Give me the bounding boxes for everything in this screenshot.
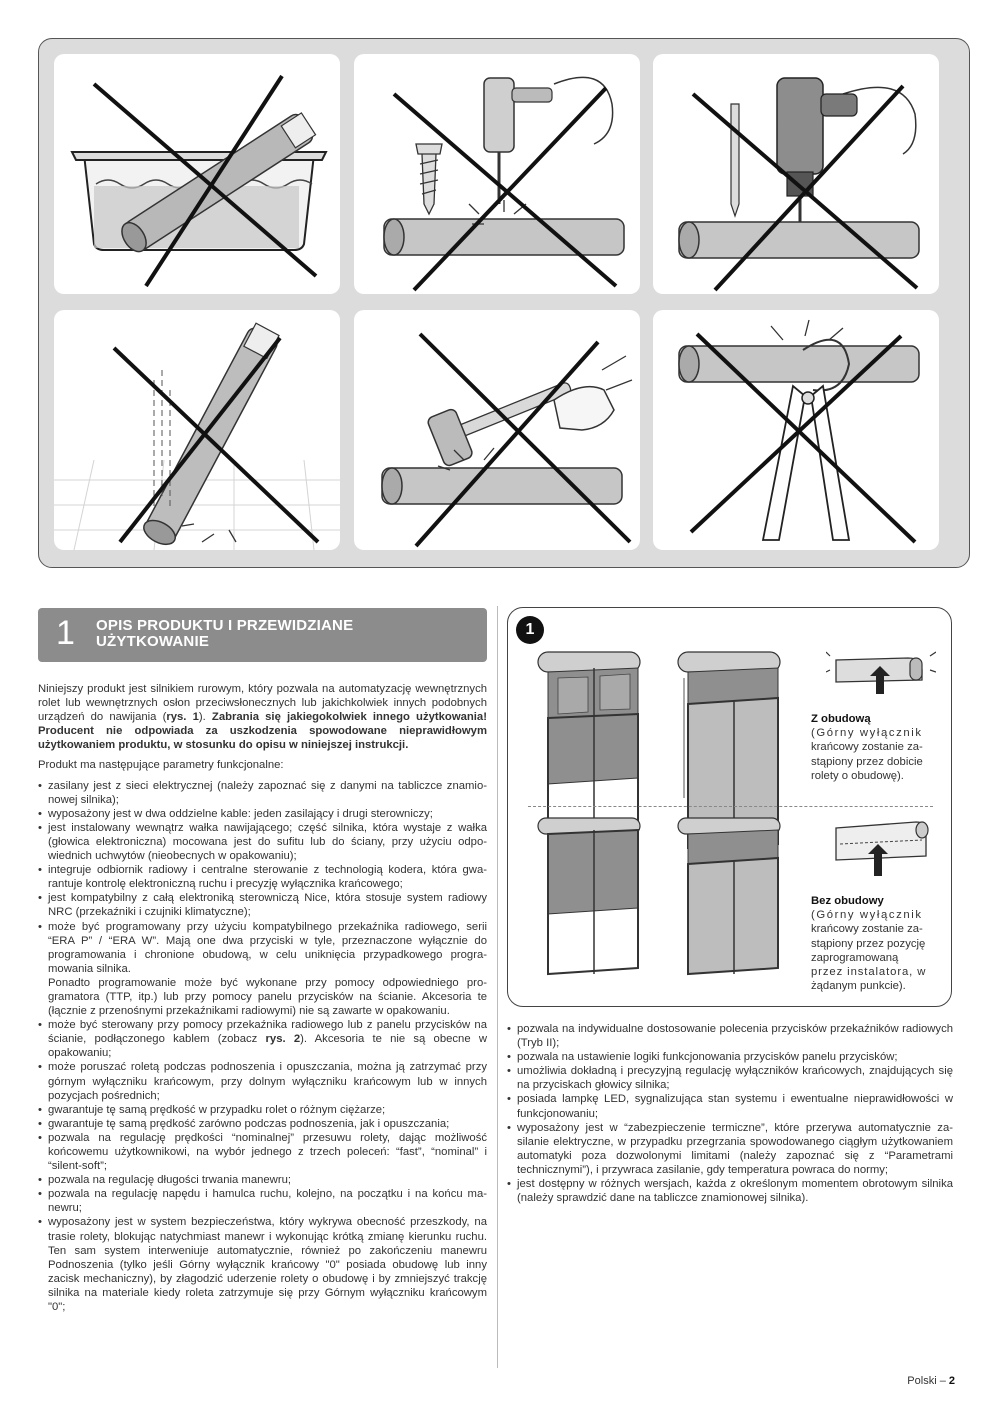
- figure-reference: rys. 1: [166, 711, 199, 724]
- list-item: • może być sterowany przy pomocy przekaźnika radiowego lub z panelu przycisków na ścianie, podłączonego kablem (zobacz rys. 2). Akcesoria te nie są obecne w opakowaniu;: [38, 1018, 487, 1060]
- page-footer: [907, 1375, 955, 1387]
- roller-blind-illustrations: [508, 608, 808, 998]
- detail-without-box-icon: [826, 818, 936, 878]
- list-item: • pozwala na regulację prędkości “nominalnej” przesuwu rolety, dając możliwość końcowemu użytkownikowi, na wybór jednego z trzech poleceń: “fast”, “nominal” i “silent-soft”;: [38, 1131, 487, 1173]
- list-item: • pozwala na indywidualne dostosowanie polecenia przycisków przekaźników radiowych (Tryb II);: [507, 1022, 953, 1050]
- warning-no-hammer-image: [354, 310, 640, 550]
- list-item: • jest dostępny w różnych wersjach, każda z określonym momentem obrotowym silnika (należy sprawdzić dane na tabliczce znamionowej silnika).: [507, 1177, 953, 1205]
- section-title-line1: OPIS PRODUKTU I PRZEWIDZIANE: [96, 617, 354, 634]
- figure-1-box: [507, 607, 952, 1007]
- list-item-subparagraph: Ponadto programowanie może być wykonane przy pomocy odpowiedniego programatora (TTP, itp.) lub przy pomocy panelu przycisków na ścianie. Akcesoria te (łącznie z przenośnymi przekaźnikami radiowymi) nie są zawarte w opakowaniu.: [48, 976, 487, 1018]
- window-without-box-1: [538, 818, 640, 974]
- left-text-column: [38, 682, 487, 1314]
- list-item: • gwarantuje tę samą prędkość w przypadku rolet o różnym ciężarze;: [38, 1103, 487, 1117]
- features-list-continued: [507, 1022, 953, 1205]
- warning-no-drop-image: [54, 310, 340, 550]
- caption-with-box: Z obudową (Górny wyłącznik krańcowy zostanie zastąpiony przez dobicie rolety o obudowę).: [811, 713, 923, 782]
- footer-language: Polski –: [907, 1375, 949, 1387]
- features-list: [38, 779, 487, 1315]
- column-divider: [497, 606, 498, 1368]
- list-item: • integruje odbiornik radiowy i centralne sterowanie z technologią kodera, która gwarantuje kontrolę elektroniczną ruchu i precyzję wyłącznika krańcowego;: [38, 863, 487, 891]
- list-item: • pozwala na ustawienie logiki funkcjonowania przycisków panelu przycisków;: [507, 1050, 953, 1064]
- right-text-column: [507, 1022, 953, 1205]
- intro-paragraph: Niniejszy produkt jest silnikiem rurowym, który pozwala na automatyzację wewnętrznych rolet lub wewnętrznych osłon przeciwsłonecznych lub jakichkolwiek innych podobnych urządzeń do nawijania (rys. 1). Zabrania się jakiegokolwiek innego użytkowania! Producent nie odpowiada za uszkodzenia spowodowane nieprawidłowym użytkowaniem produktu, w stosunku do opisu w niniejszej instrukcji.: [38, 683, 487, 752]
- list-item: • zasilany jest z sieci elektrycznej (należy zapoznać się z danymi na tabliczce znamionowej silnika);: [38, 779, 487, 807]
- figure-divider: [528, 806, 933, 807]
- list-item: • gwarantuje tę samą prędkość zarówno podczas podnoszenia, jak i opuszczania;: [38, 1117, 487, 1131]
- list-item: • wyposażony jest w dwa oddzielne kable: jeden zasilający i drugi sterowniczy;: [38, 807, 487, 821]
- figure-number-badge: 1: [516, 616, 544, 644]
- figure-reference: rys. 2: [265, 1033, 301, 1046]
- section-title: [96, 618, 466, 650]
- section-number: 1: [56, 614, 75, 652]
- list-item: • umożliwia dokładną i precyzyjną regulację wyłączników krańcowych, znajdujących się na przyciskach głowicy silnika;: [507, 1064, 953, 1092]
- page-number: 2: [948, 1375, 955, 1387]
- warning-no-drill-image: [653, 54, 939, 294]
- caption-without-box: Bez obudowy (Górny wyłącznik krańcowy zostanie zastąpiony przez pozycję zaprogramowaną przez instalatora, w żądanym punkcie).: [811, 895, 927, 993]
- features-intro: Produkt ma następujące parametry funkcjonalne:: [38, 759, 284, 772]
- section-header: [38, 608, 487, 662]
- list-item: • posiada lampkę LED, sygnalizująca stan systemu i ewentualne nieprawidłowości w funkcjonowaniu;: [507, 1092, 953, 1120]
- usage-warning: Zabrania się jakiegokolwiek innego użytkowania! Producent nie odpowiada za uszkodzenia spowodowane nieprawidłowym użytkowaniem produktu, w stosunku do opisu w niniejszej instrukcji.: [38, 711, 487, 752]
- warning-no-pliers-image: [653, 310, 939, 550]
- list-item: • pozwala na regulację napędu i hamulca ruchu, kolejno, na początku i na końcu manewru;: [38, 1187, 487, 1215]
- section-title-line2: UŻYTKOWANIE: [96, 633, 210, 650]
- list-item: • pozwala na regulację długości trwania manewru;: [38, 1173, 487, 1187]
- warning-no-screw-image: [354, 54, 640, 294]
- list-item: • może poruszać roletą podczas podnoszenia i opuszczania, można ją zatrzymać przy górnym wyłączniku krańcowym, przy dolnym wyłączniku krańcowym lub w innych pozycjach pośrednich;: [38, 1060, 487, 1102]
- warning-no-water-image: [54, 54, 340, 294]
- caption-with-box-title: Z obudową: [811, 713, 871, 725]
- list-item: • jest kompatybilny z całą elektroniką sterowniczą Nice, która stosuje system radiowy NRC (przekaźniki i czujniki klimatyczne);: [38, 891, 487, 919]
- list-item: • może być programowany przy użyciu kompatybilnego przekaźnika radiowego, serii “ERA P” / “ERA W”. Mają one dwa przyciski w tyle, przeznaczone wyłącznie do programowania i chronione obudową, w celu uniknięcia przypadkowego programowania silnika.: [38, 920, 487, 976]
- detail-with-box-icon: [826, 636, 936, 696]
- list-item: • wyposażony jest w “zabezpieczenie termiczne”, które przerywa automatycznie zasilanie elektryczne, w przypadku przegrzania spowodowanego ciągłym użytkowaniem automatyki poza dozwolonymi limitami (należy zapoznać się z “Parametrami technicznymi”), i przywraca zasilanie, gdy temperatura powraca do normy;: [507, 1121, 953, 1177]
- window-without-box-2: [678, 818, 780, 974]
- list-item: • wyposażony jest w system bezpieczeństwa, który wykrywa obecność przeszkody, na trasie rolety, blokując natychmiast manewr i wykonując krótką zmianę kierunku ruchu. Ten sam system interweniuje automatycznie, również po zakończeniu manewru Podnoszenia (tylko jeśli Górny wyłącznik krańcowy "0" posiada obudowę lub inny zacisk mechaniczny), by złagodzić uderzenie rolety o obudowę i by zmniejszyć trakcję silnika na materiale kiedy roleta zatrzymuje się przy Górnym wyłączniku krańcowym "0";: [38, 1215, 487, 1314]
- warning-pictogram-panel: [38, 38, 970, 568]
- caption-without-box-title: Bez obudowy: [811, 895, 884, 907]
- list-item: • jest instalowany wewnątrz wałka nawijającego; część silnika, która wystaje z wałka (głowica elektroniczna) mocowana jest do sufitu lub do ściany, przy użyciu odpowiednich uchwytów (nieobecnych w opakowaniu);: [38, 821, 487, 863]
